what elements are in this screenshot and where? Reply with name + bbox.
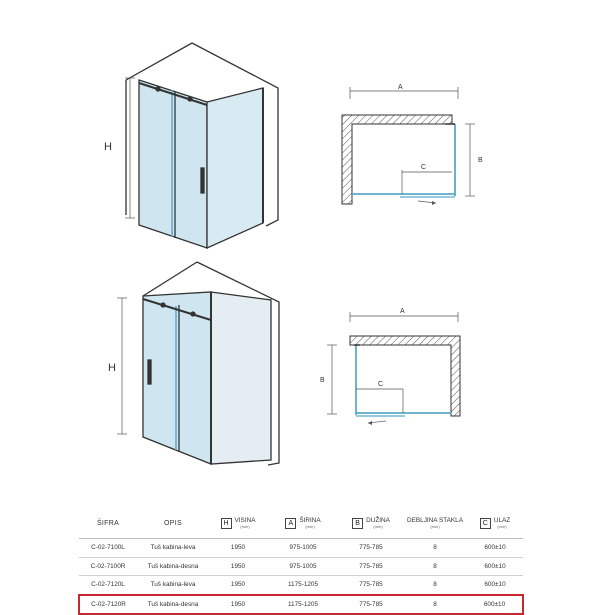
cell-opis: Tuš kabina-desna: [137, 595, 209, 615]
cell-sirina: 975-1005: [267, 539, 339, 558]
cell-duzina: 775-785: [339, 557, 403, 576]
table-row: [79, 557, 523, 576]
dim-label-b-1: B: [478, 157, 483, 164]
table-row: [79, 576, 523, 595]
dim-label-c-2: C: [378, 381, 384, 388]
cell-ulaz: 600±10: [467, 576, 523, 595]
perspective-view-right: [143, 262, 279, 465]
column-label-ulaz: ULAZ: [493, 517, 511, 524]
dimension-letter-sirina: A: [285, 518, 296, 529]
cell-sifra: C-02-7120L: [79, 576, 137, 595]
cell-opis: Tuš kabina-desna: [137, 557, 209, 576]
cell-duzina: 775-785: [339, 595, 403, 615]
dim-label-h-2: H: [108, 362, 116, 374]
column-label-visina: VISINA: [234, 517, 256, 524]
cell-sifra: C-02-7120R: [79, 595, 137, 615]
column-header-ulaz: [467, 508, 523, 539]
dimension-letter-duzina: B: [352, 518, 363, 529]
column-header-sirina: [267, 508, 339, 539]
column-label-debljina: DEBLJINA STAKLA: [407, 517, 463, 524]
table-header: [79, 508, 523, 539]
cell-opis: Tuš kabina-leva: [137, 539, 209, 558]
column-label-sifra: ŠIFRA: [96, 519, 120, 527]
cell-ulaz: 600±10: [467, 557, 523, 576]
table-body: [79, 539, 523, 615]
column-unit-duzina: (mm): [373, 524, 383, 529]
plan-view-2: [320, 308, 460, 425]
cell-ulaz: 600±10: [467, 595, 523, 615]
cell-debljina: 8: [403, 539, 467, 558]
cell-opis: Tuš kabina-leva: [137, 576, 209, 595]
cell-duzina: 775-785: [339, 576, 403, 595]
column-unit-ulaz: (mm): [497, 524, 507, 529]
cell-debljina: 8: [403, 595, 467, 615]
column-unit-debljina: (mm): [430, 524, 440, 529]
dim-label-a-1: A: [398, 84, 403, 91]
cell-visina: 1950: [209, 539, 267, 558]
cell-debljina: 8: [403, 576, 467, 595]
column-header-duzina: [339, 508, 403, 539]
column-unit-sirina: (mm): [305, 524, 315, 529]
dimension-letter-ulaz: C: [480, 518, 491, 529]
cell-sifra: C-02-7100R: [79, 557, 137, 576]
cell-duzina: 775-785: [339, 539, 403, 558]
plan-view-1: [342, 84, 483, 205]
cell-visina: 1950: [209, 557, 267, 576]
cell-debljina: 8: [403, 557, 467, 576]
column-unit-visina: (mm): [240, 524, 250, 529]
perspective-view-left: [126, 43, 278, 248]
dim-label-b-2: B: [320, 377, 325, 384]
cell-sirina: 1175-1205: [267, 576, 339, 595]
column-header-opis: [137, 508, 209, 539]
table-row: [79, 539, 523, 558]
specification-table: [78, 508, 524, 615]
column-header-sifra: [79, 508, 137, 539]
table-row-highlighted: [79, 595, 523, 615]
height-dimension-1: [104, 78, 135, 218]
column-label-duzina: DUŽINA: [366, 517, 390, 524]
column-header-visina: [209, 508, 267, 539]
dim-label-c-1: C: [421, 164, 427, 171]
cell-visina: 1950: [209, 595, 267, 615]
column-header-debljina: [403, 508, 467, 539]
cell-visina: 1950: [209, 576, 267, 595]
cell-sirina: 1175-1205: [267, 595, 339, 615]
dim-label-h: H: [104, 141, 112, 153]
cell-sifra: C-02-7100L: [79, 539, 137, 558]
column-label-sirina: ŠIRINA: [299, 517, 321, 524]
cell-sirina: 975-1005: [267, 557, 339, 576]
height-dimension-2: [108, 298, 127, 434]
cell-ulaz: 600±10: [467, 539, 523, 558]
dimension-letter-visina: H: [221, 518, 232, 529]
dim-label-a-2: A: [400, 308, 405, 315]
column-label-opis: OPIS: [164, 519, 182, 527]
